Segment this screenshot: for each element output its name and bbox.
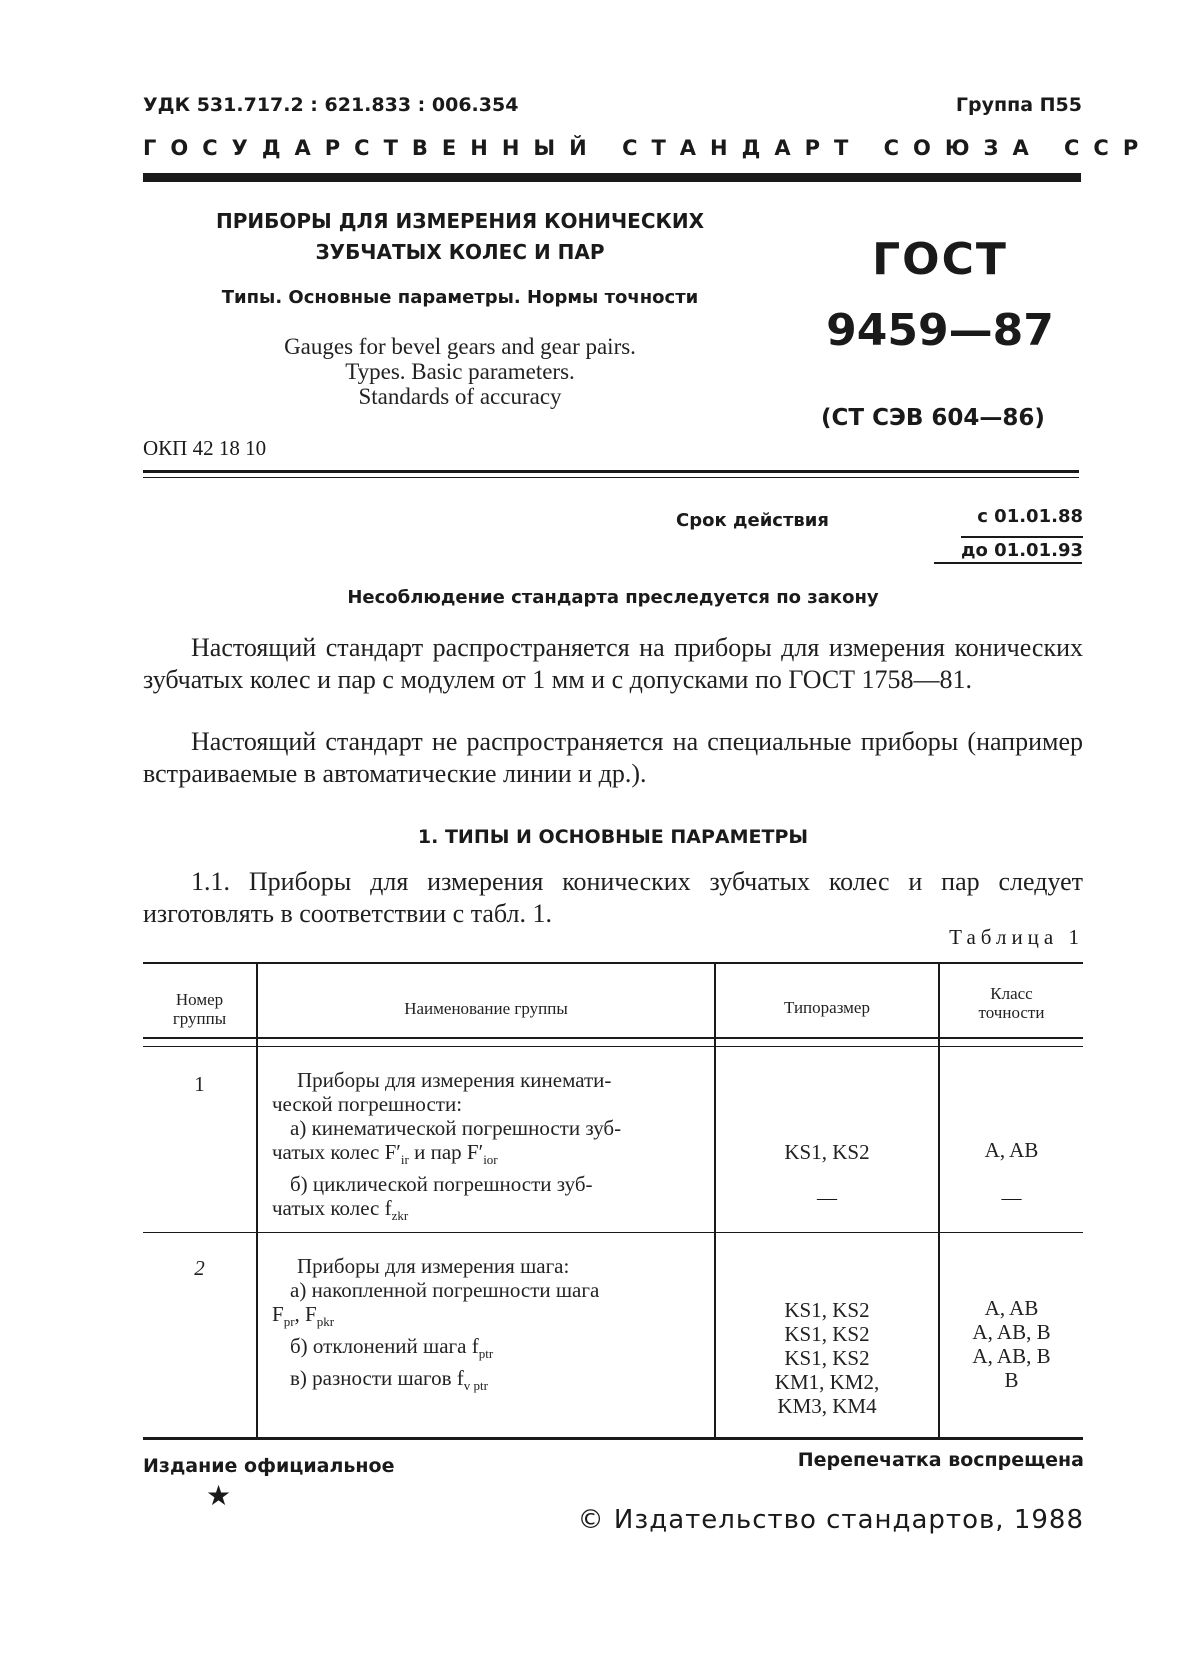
row1-item-a-line2 [272,1140,704,1172]
group-code: Группа П55 [955,94,1082,116]
document-title-en [230,334,690,409]
row2-class-4: B [1004,1368,1019,1392]
document-subtitle-ru: Типы. Основные параметры. Нормы точности [221,287,699,308]
row2-types [716,1298,938,1418]
row2-item-a-line2 [272,1302,704,1334]
header-class-line2: точности [978,1003,1045,1022]
row2-class-2: A, AB, B [972,1320,1051,1344]
table-col-divider [256,962,258,1437]
row2-a-sub1: pr [283,1314,295,1330]
header-group-name: Наименование группы [404,999,568,1018]
table-row-divider [143,1232,1083,1233]
star-icon: ★ [206,1479,232,1512]
row1-a-text: чатых колес F′ [272,1140,401,1164]
row1-number: 1 [194,1072,205,1096]
row2-item-a-line1: а) накопленной погрешности шага [290,1278,600,1302]
row1-b-sub: zkr [391,1208,409,1224]
row1-class-a: A, AB [984,1138,1039,1162]
table-caption: Таблица 1 [949,925,1084,949]
row2-item-c [272,1366,704,1398]
table-bottom-rule [143,1437,1083,1440]
row2-item-b [272,1334,704,1366]
row2-b-text: б) отклонений шага f [290,1334,479,1359]
row2-c-text: в) разности шагов f [290,1366,464,1391]
reprint-notice: Перепечатка воспрещена [797,1449,1084,1471]
st-sev-reference: (СТ СЭВ 604—86) [821,405,1045,431]
header-class-line1: Класс [990,984,1033,1003]
row1-intro-b: ческой погрешности: [272,1092,463,1116]
title-en-line2: Types. Basic parameters. [345,359,575,384]
row2-c-sub: v ptr [463,1378,488,1394]
paragraph-1-1: 1.1. Приборы для измерения конических зубчатых колес и пар следует изготовлять в соответствии с табл. 1. [143,867,1083,928]
okp-code: ОКП 42 18 10 [143,436,267,460]
row1-a-sub2: ior [483,1152,498,1168]
section-heading: 1. ТИПЫ И ОСНОВНЫЕ ПАРАМЕТРЫ [417,826,809,848]
row1-item-b-line1: б) циклической погрешности зуб- [290,1172,593,1197]
validity-from: с 01.01.88 [977,506,1083,527]
gost-label: ГОСТ [872,234,1008,285]
row2-intro: Приборы для измерения шага: [297,1254,570,1278]
table-header-rule [143,1037,1083,1039]
row1-b-text: чатых колес f [272,1196,392,1221]
row1-item-b-line2 [272,1196,704,1228]
title-ru-line2: ЗУБЧАТЫХ КОЛЕС И ПАР [315,240,605,264]
row2-type-3: KS1, KS2 [784,1346,870,1370]
document-title-ru [200,206,720,268]
row2-type-4: KM1, KM2, [774,1370,880,1394]
row1-description [272,1068,704,1228]
gost-number: 9459—87 [826,305,1054,356]
header-rule [143,173,1081,182]
paragraph-exclusion: Настоящий стандарт не распространяется на специальные приборы (например встраиваемые в автоматические линии и др.). [143,727,1083,788]
title-rule [143,470,1079,473]
row1-type-b: — [817,1187,837,1209]
row1-class-b: — [1001,1187,1022,1209]
title-en-line1: Gauges for bevel gears and gear pairs. [284,334,636,359]
row1-item-a-line1: а) кинематической погрешности зуб- [290,1116,622,1140]
row2-number: 2 [194,1256,205,1280]
row2-type-5: KM3, KM4 [777,1394,877,1418]
validity-label: Срок действия [676,510,829,531]
row1-a-sub1: ir [400,1152,409,1168]
row1-a-mid: и пар F′ [408,1140,484,1164]
state-standard-heading: ГОСУДАРСТВЕННЫЙ СТАНДАРТ СОЮЗА ССР [143,136,1153,160]
header-num-line2: группы [172,1009,227,1028]
row2-b-sub: ptr [478,1346,494,1362]
title-en-line3: Standards of accuracy [358,384,562,409]
copyright: © Издательство стандартов, 1988 [577,1505,1084,1535]
validity-to: до 01.01.93 [961,536,1083,561]
title-rule-thin [143,477,1079,478]
row2-classes [940,1296,1083,1392]
types-table [143,962,1083,1442]
row2-type-2: KS1, KS2 [784,1322,870,1346]
udk-code: УДК 531.717.2 : 621.833 : 006.354 [143,94,519,116]
row2-a-text: F [272,1302,284,1326]
row2-a-sub2: pkr [316,1314,335,1330]
header-type: Типоразмер [784,998,870,1017]
row2-class-3: A, AB, B [972,1344,1051,1368]
row2-type-1: KS1, KS2 [784,1298,870,1322]
header-num-line1: Номер [175,990,224,1009]
header-accuracy-class [940,984,1083,1022]
table-header-rule-thin [143,1046,1083,1047]
validity-underline [934,562,1082,564]
row1-intro-a: Приборы для измерения кинемати- [297,1068,612,1092]
row2-description [272,1254,704,1399]
row2-class-1: A, AB [984,1296,1039,1320]
official-edition: Издание официальное [143,1455,395,1477]
header-group-number [143,990,256,1028]
title-ru-line1: ПРИБОРЫ ДЛЯ ИЗМЕРЕНИЯ КОНИЧЕСКИХ [215,209,705,233]
law-notice: Несоблюдение стандарта преследуется по закону [347,587,879,608]
row1-type-a: KS1, KS2 [784,1140,870,1164]
paragraph-scope: Настоящий стандарт распространяется на приборы для измерения конических зубчатых колес и пар с модулем от 1 мм и с допусками по ГОСТ 1758—81. [143,633,1083,694]
table-top-rule [143,962,1083,964]
row2-a-mid: , F [294,1302,317,1326]
